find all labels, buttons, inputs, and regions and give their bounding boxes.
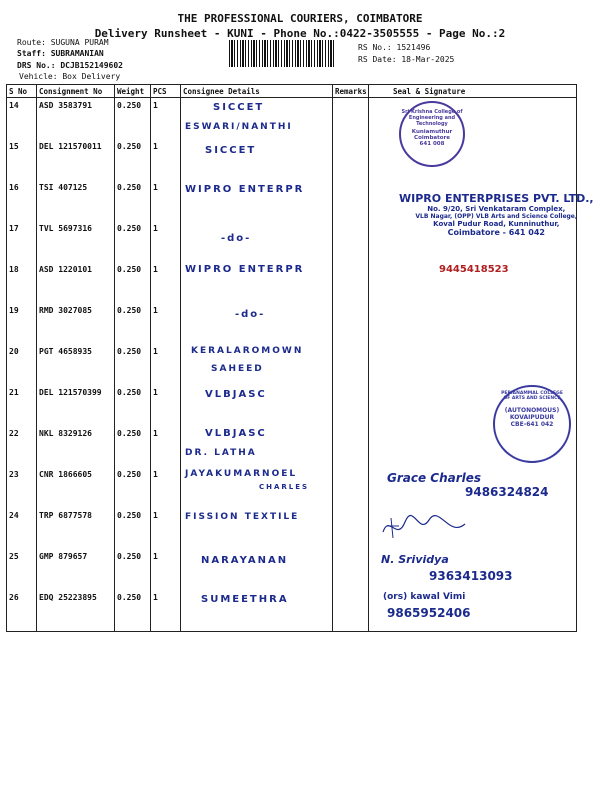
consignee-line1: JAYAKUMARNOEL bbox=[185, 469, 298, 479]
cell-seal bbox=[369, 549, 577, 590]
cell-sno: 16 bbox=[7, 180, 37, 221]
cell-sno: 14 bbox=[7, 98, 37, 140]
wipro-stamp-line4: Coimbatore - 641 042 bbox=[447, 228, 545, 237]
cell-seal bbox=[369, 98, 577, 147]
vlb-stamp-ring: PERIANAMMAL COLLEGE OF ARTS AND SCIENCE bbox=[501, 391, 563, 401]
cell-consignment: PGT 4658935 bbox=[37, 344, 115, 385]
signature-scribble bbox=[379, 512, 469, 542]
signature-note: (ors) kawal Vimi bbox=[383, 592, 466, 602]
cell-remarks bbox=[333, 467, 369, 508]
route-value: SUGUNA PURAM bbox=[50, 38, 109, 47]
cell-seal bbox=[369, 139, 577, 180]
cell-seal bbox=[369, 180, 594, 237]
runsheet-table bbox=[6, 84, 594, 632]
cell-weight: 0.250 bbox=[115, 139, 151, 180]
col-header-consignee: Consignee Details bbox=[181, 85, 333, 98]
col-header-weight: Weight bbox=[115, 85, 151, 98]
staff-label: Staff: bbox=[17, 49, 46, 58]
rs-date-line bbox=[358, 55, 454, 65]
vehicle-value: Box Delivery bbox=[62, 72, 121, 81]
vlb-stamp-center3: CBE-641 042 bbox=[510, 421, 554, 428]
table-row bbox=[7, 549, 577, 590]
signature-name: Grace Charles bbox=[387, 471, 482, 485]
cell-sno: 23 bbox=[7, 467, 37, 508]
col-header-remarks: Remarks bbox=[333, 85, 369, 98]
cell-sno: 18 bbox=[7, 262, 37, 303]
staff-line bbox=[17, 49, 104, 59]
college-stamp-line3: Coimbatore bbox=[414, 135, 450, 141]
cell-weight: 0.250 bbox=[115, 426, 151, 467]
cell-weight: 0.250 bbox=[115, 262, 151, 303]
col-header-consignment: Consignment No bbox=[37, 85, 115, 98]
vehicle-label: Vehicle: bbox=[19, 72, 58, 81]
col-header-pcs: PCS bbox=[151, 85, 181, 98]
route-label: Route: bbox=[17, 38, 46, 47]
route-line bbox=[17, 38, 109, 48]
consignee-line2: CHARLES bbox=[259, 483, 310, 491]
wipro-stamp-line2: VLB Nagar, (OPP) VLB Arts and Science College, bbox=[415, 213, 578, 220]
cell-seal bbox=[369, 467, 577, 508]
consignee-line1: VLBJASC bbox=[205, 389, 267, 400]
cell-seal bbox=[369, 508, 577, 549]
cell-consignment: TVL 5697316 bbox=[37, 221, 115, 262]
cell-seal bbox=[369, 385, 577, 426]
wipro-phone-handwritten: 9445418523 bbox=[439, 264, 509, 275]
cell-consignee bbox=[181, 426, 333, 467]
table-row bbox=[7, 344, 577, 385]
cell-weight: 0.250 bbox=[115, 98, 151, 140]
col-header-seal: Seal & Signature bbox=[369, 85, 577, 98]
cell-consignment: RMD 3027085 bbox=[37, 303, 115, 344]
cell-remarks bbox=[333, 344, 369, 385]
cell-consignment: TRP 6877578 bbox=[37, 508, 115, 549]
cell-consignment: CNR 1866605 bbox=[37, 467, 115, 508]
cell-seal bbox=[369, 426, 577, 467]
cell-remarks bbox=[333, 303, 369, 344]
company-title: THE PROFESSIONAL COURIERS, COIMBATORE bbox=[177, 12, 423, 25]
cell-pcs: 1 bbox=[151, 344, 181, 385]
cell-consignment: DEL 121570399 bbox=[37, 385, 115, 426]
college-stamp-name: Sri Krishna College of Engineering and Technology bbox=[401, 109, 463, 127]
cell-weight: 0.250 bbox=[115, 467, 151, 508]
table-row bbox=[7, 139, 577, 180]
wipro-stamp-line1: No. 9/20, Sri Venkataram Complex, bbox=[427, 205, 566, 213]
table-row bbox=[7, 385, 577, 426]
cell-pcs: 1 bbox=[151, 180, 181, 221]
consignee-line1: SICCET bbox=[213, 102, 265, 113]
cell-weight: 0.250 bbox=[115, 549, 151, 590]
cell-sno: 20 bbox=[7, 344, 37, 385]
rs-no-line bbox=[358, 43, 430, 53]
cell-remarks bbox=[333, 180, 369, 221]
drs-barcode bbox=[229, 40, 334, 67]
cell-sno: 19 bbox=[7, 303, 37, 344]
cell-consignment: ASD 1220101 bbox=[37, 262, 115, 303]
cell-seal bbox=[369, 221, 577, 262]
cell-pcs: 1 bbox=[151, 139, 181, 180]
signature-name: N. Srividya bbox=[381, 553, 449, 566]
table-row bbox=[7, 590, 577, 632]
staff-value: SUBRAMANIAN bbox=[50, 49, 104, 58]
rs-date-value: 18-Mar-2025 bbox=[401, 55, 455, 64]
cell-sno: 22 bbox=[7, 426, 37, 467]
cell-remarks bbox=[333, 590, 369, 632]
cell-weight: 0.250 bbox=[115, 180, 151, 221]
runsheet-title: Delivery Runsheet - KUNI - Phone No.:0422-3505555 - Page No.:2 bbox=[94, 27, 506, 40]
cell-pcs: 1 bbox=[151, 590, 181, 632]
cell-weight: 0.250 bbox=[115, 221, 151, 262]
cell-remarks bbox=[333, 549, 369, 590]
college-stamp-line2: Kuniamuthur bbox=[411, 129, 453, 135]
table-row bbox=[7, 508, 577, 549]
cell-consignee bbox=[181, 98, 333, 140]
cell-pcs: 1 bbox=[151, 385, 181, 426]
cell-remarks bbox=[333, 98, 369, 140]
cell-seal bbox=[369, 590, 577, 632]
cell-consignment: NKL 8329126 bbox=[37, 426, 115, 467]
cell-remarks bbox=[333, 508, 369, 549]
cell-weight: 0.250 bbox=[115, 508, 151, 549]
wipro-stamp-line3: Koval Pudur Road, Kunninuthur, bbox=[433, 220, 560, 228]
cell-weight: 0.250 bbox=[115, 385, 151, 426]
consignee-line2: SAHEED bbox=[211, 364, 264, 374]
cell-pcs: 1 bbox=[151, 303, 181, 344]
consignee-line2: ESWARI/NANTHI bbox=[185, 122, 293, 132]
cell-sno: 17 bbox=[7, 221, 37, 262]
consignee-line1: WIPRO ENTERPR bbox=[185, 184, 305, 195]
cell-consignee bbox=[181, 303, 333, 344]
table-header-row bbox=[7, 85, 577, 98]
consignee-line1: VLBJASC bbox=[205, 428, 267, 439]
cell-consignment: EDQ 25223895 bbox=[37, 590, 115, 632]
cell-consignee bbox=[181, 549, 333, 590]
table-row bbox=[7, 467, 577, 508]
table-row bbox=[7, 221, 577, 262]
consignee-line1: -do- bbox=[235, 309, 266, 320]
cell-consignee bbox=[181, 139, 333, 180]
cell-remarks bbox=[333, 426, 369, 467]
drs-value: DCJB152149602 bbox=[60, 61, 123, 70]
cell-seal bbox=[369, 262, 577, 303]
cell-pcs: 1 bbox=[151, 221, 181, 262]
cell-pcs: 1 bbox=[151, 508, 181, 549]
cell-consignee bbox=[181, 385, 333, 426]
cell-consignee bbox=[181, 508, 333, 549]
col-header-sno: S No bbox=[7, 85, 37, 98]
cell-sno: 24 bbox=[7, 508, 37, 549]
wipro-stamp-title: WIPRO ENTERPRISES PVT. LTD., bbox=[399, 192, 594, 205]
cell-remarks bbox=[333, 385, 369, 426]
cell-pcs: 1 bbox=[151, 549, 181, 590]
consignee-line1: NARAYANAN bbox=[201, 555, 289, 566]
consignee-line1: WIPRO ENTERPR bbox=[185, 264, 305, 275]
cell-consignee bbox=[181, 344, 333, 385]
consignee-line1: SICCET bbox=[205, 145, 257, 156]
vehicle-line bbox=[19, 72, 120, 82]
vlb-stamp-center1: (AUTONOMOUS) bbox=[504, 407, 560, 414]
cell-weight: 0.250 bbox=[115, 590, 151, 632]
cell-consignee bbox=[181, 262, 333, 303]
signature-phone: 9363413093 bbox=[429, 569, 513, 583]
cell-remarks bbox=[333, 221, 369, 262]
cell-consignment: GMP 879657 bbox=[37, 549, 115, 590]
signature-phone: 9486324824 bbox=[465, 485, 549, 499]
cell-sno: 21 bbox=[7, 385, 37, 426]
cell-weight: 0.250 bbox=[115, 303, 151, 344]
cell-consignee bbox=[181, 590, 333, 632]
cell-pcs: 1 bbox=[151, 262, 181, 303]
drs-line bbox=[17, 61, 123, 71]
cell-seal bbox=[369, 344, 577, 385]
cell-pcs: 1 bbox=[151, 98, 181, 140]
cell-consignee bbox=[181, 221, 333, 262]
consignee-line1: -do- bbox=[221, 233, 252, 244]
rs-date-label: RS Date: bbox=[358, 55, 397, 64]
consignee-line1: KERALAROMOWN bbox=[191, 346, 304, 356]
cell-sno: 15 bbox=[7, 139, 37, 180]
cell-remarks bbox=[333, 262, 369, 303]
consignee-line1: SUMEETHRA bbox=[201, 594, 289, 605]
rs-no-label: RS No.: bbox=[358, 43, 392, 52]
cell-consignee bbox=[181, 467, 333, 508]
table-row bbox=[7, 98, 577, 140]
cell-remarks bbox=[333, 139, 369, 180]
cell-weight: 0.250 bbox=[115, 344, 151, 385]
table-row bbox=[7, 180, 577, 221]
table-row bbox=[7, 262, 577, 303]
cell-pcs: 1 bbox=[151, 426, 181, 467]
cell-sno: 25 bbox=[7, 549, 37, 590]
rs-no-value: 1521496 bbox=[396, 43, 431, 52]
college-stamp-line4: 641 008 bbox=[419, 141, 445, 147]
consignee-line2: DR. LATHA bbox=[185, 448, 257, 458]
cell-sno: 26 bbox=[7, 590, 37, 632]
signature-phone: 9865952406 bbox=[387, 606, 471, 620]
table-row bbox=[7, 303, 577, 344]
cell-pcs: 1 bbox=[151, 467, 181, 508]
vlb-stamp-center2: KOVAIPUDUR bbox=[509, 414, 555, 421]
table-row bbox=[7, 426, 577, 467]
cell-consignment: TSI 407125 bbox=[37, 180, 115, 221]
consignee-line1: FISSION TEXTILE bbox=[185, 512, 300, 522]
cell-seal bbox=[369, 303, 577, 344]
cell-consignment: ASD 3583791 bbox=[37, 98, 115, 140]
cell-consignee bbox=[181, 180, 333, 221]
drs-label: DRS No.: bbox=[17, 61, 56, 70]
cell-consignment: DEL 121570011 bbox=[37, 139, 115, 180]
